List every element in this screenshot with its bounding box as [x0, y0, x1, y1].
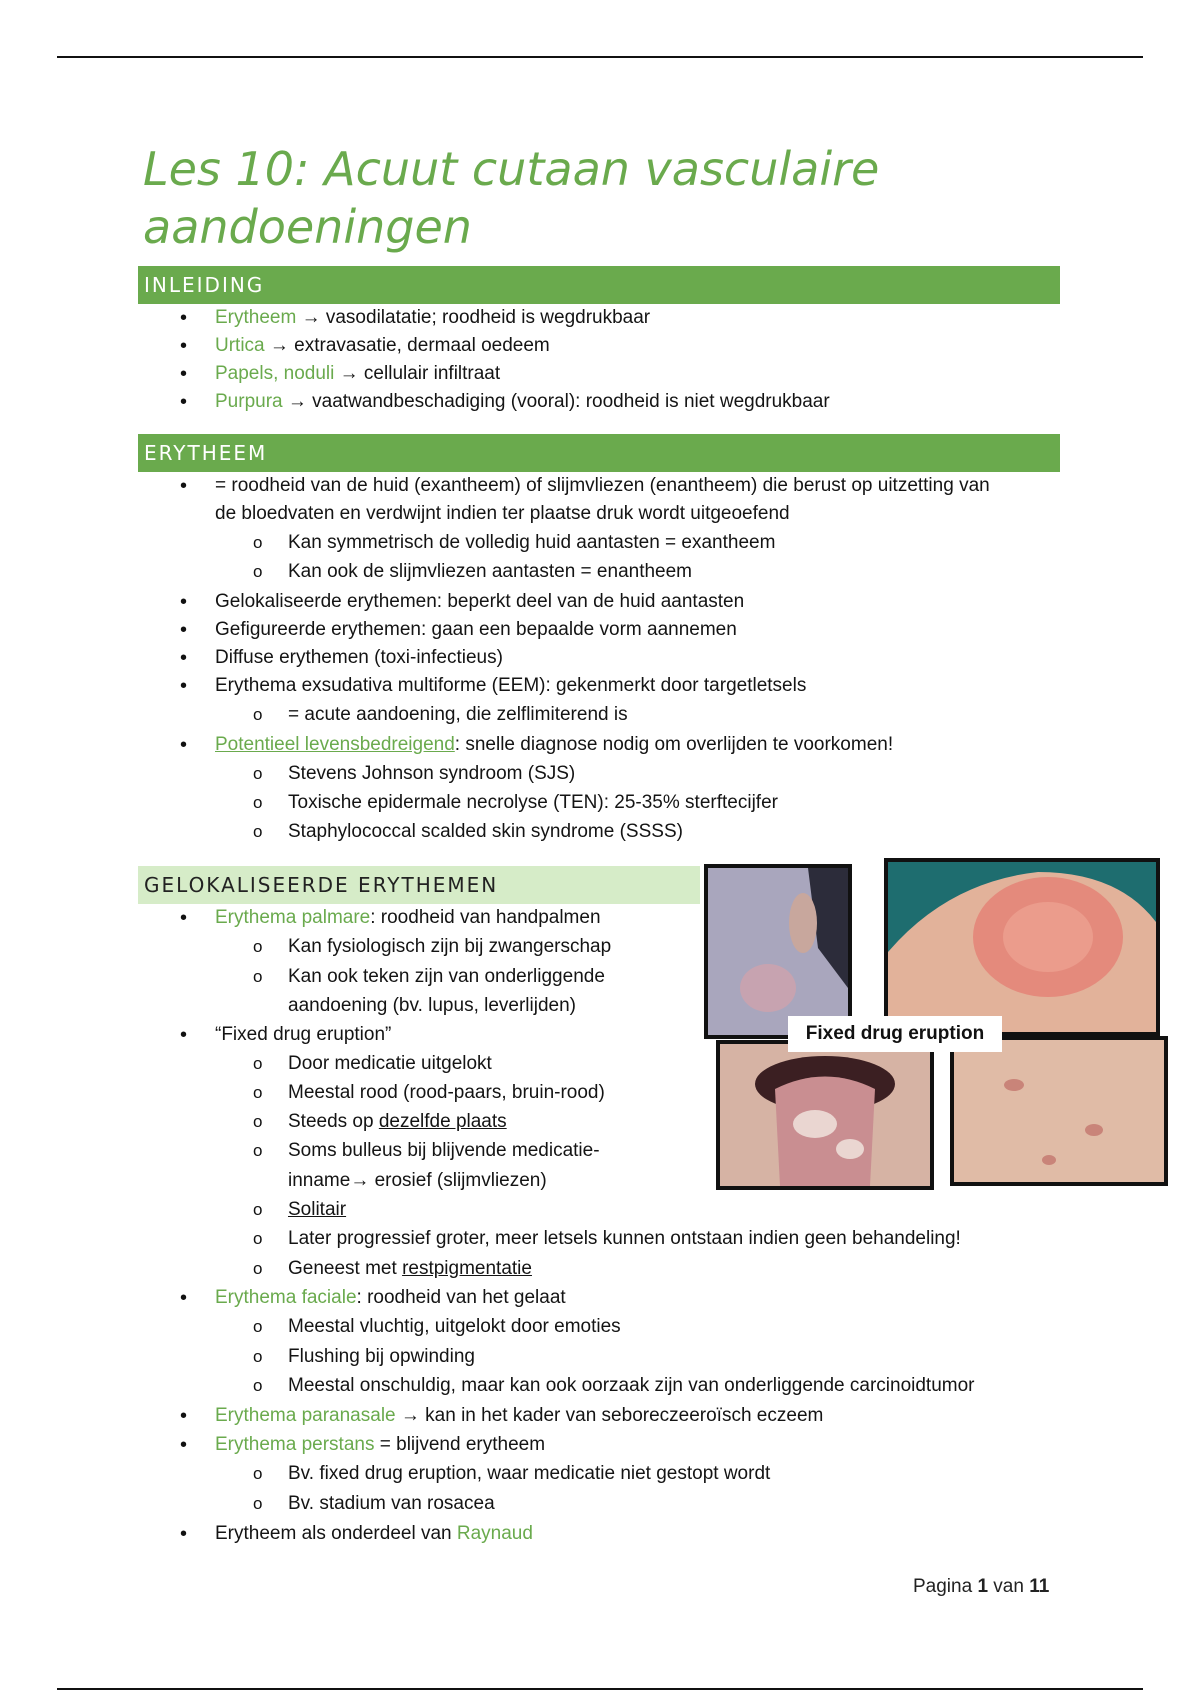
sub-list-item: o Later progressief groter, meer letsels kunnen ontstaan indien geen behandeling!	[288, 1226, 961, 1252]
list-item: • Gelokaliseerde erythemen: beperkt deel van de huid aantasten	[215, 589, 744, 615]
page-number: Pagina 1 van 11	[913, 1576, 1050, 1597]
sub-list-item: o Geneest met restpigmentatie	[288, 1256, 532, 1282]
page-title: Les 10: Acuut cutaan vasculaire aandoeningen	[143, 142, 880, 254]
sub-list-item: o Soms bulleus bij blijvende medicatie-	[288, 1138, 600, 1164]
tongue-illustration	[720, 1044, 930, 1186]
list-item-continuation: de bloedvaten en verdwijnt indien ter plaatse druk wordt uitgeoefend	[215, 503, 790, 524]
sub-list-item: o Meestal onschuldig, maar kan ook oorzaak zijn van onderliggende carcinoidtumor	[288, 1373, 975, 1399]
list-item: • “Fixed drug eruption”	[215, 1022, 391, 1048]
list-item: • = roodheid van de huid (exantheem) of slijmvliezen (enantheem) die berust op uitzetting van	[215, 473, 990, 499]
image-caption: Fixed drug eruption	[788, 1016, 1002, 1052]
list-item: • Urtica → extravasatie, dermaal oedeem	[215, 333, 550, 359]
header-rule	[57, 56, 1143, 58]
sub-list-item-continuation: aandoening (bv. lupus, leverlijden)	[288, 995, 576, 1016]
list-item: • Diffuse erythemen (toxi-infectieus)	[215, 645, 503, 671]
sub-list-item: o Meestal vluchtig, uitgelokt door emoties	[288, 1314, 621, 1340]
footer-rule	[57, 1688, 1143, 1690]
trunk-illustration	[954, 1040, 1164, 1182]
list-item: • Erythema palmare: roodheid van handpalmen	[215, 905, 601, 931]
sub-list-item: o = acute aandoening, die zelflimiterend is	[288, 702, 628, 728]
photo-shoulder-erythema	[884, 858, 1160, 1036]
section-heading-inleiding: INLEIDING	[138, 266, 1060, 304]
sub-list-item: o Kan symmetrisch de volledig huid aantasten = exantheem	[288, 530, 775, 556]
potentieel-link[interactable]: Potentieel levensbedreigend	[215, 734, 455, 755]
section-heading-erytheem: ERYTHEEM	[138, 434, 1060, 472]
photo-tongue-erosion	[716, 1040, 934, 1190]
list-item: • Erythema exsudativa multiforme (EEM): gekenmerkt door targetletsels	[215, 673, 806, 699]
sub-list-item: o Kan fysiologisch zijn bij zwangerschap	[288, 934, 611, 960]
list-item: • Erythema perstans = blijvend erytheem	[215, 1432, 545, 1458]
sub-list-item: o Stevens Johnson syndroom (SJS)	[288, 761, 575, 787]
sub-list-item: o Staphylococcal scalded skin syndrome (SSSS)	[288, 819, 683, 845]
sub-list-item: o Kan ook teken zijn van onderliggende	[288, 964, 605, 990]
list-item: • Potentieel levensbedreigend: snelle diagnose nodig om overlijden te voorkomen!	[215, 732, 893, 758]
section-heading-gelokaliseerd: GELOKALISEERDE ERYTHEMEN	[138, 866, 700, 904]
list-item: • Erythema paranasale → kan in het kader van seboreczeeroïsch eczeem	[215, 1403, 823, 1429]
sub-list-item: o Toxische epidermale necrolyse (TEN): 25-35% sterftecijfer	[288, 790, 778, 816]
list-item: • Erythema faciale: roodheid van het gelaat	[215, 1285, 566, 1311]
list-item: • Gefigureerde erythemen: gaan een bepaalde vorm aannemen	[215, 617, 737, 643]
sub-list-item: o Meestal rood (rood-paars, bruin-rood)	[288, 1080, 605, 1106]
list-item: • Erytheem als onderdeel van Raynaud	[215, 1521, 533, 1547]
sub-list-item: o Kan ook de slijmvliezen aantasten = enantheem	[288, 559, 692, 585]
list-item: • Purpura → vaatwandbeschadiging (vooral): roodheid is niet wegdrukbaar	[215, 389, 830, 415]
sub-list-item: o Bv. stadium van rosacea	[288, 1491, 495, 1517]
sub-list-item: o Bv. fixed drug eruption, waar medicatie niet gestopt wordt	[288, 1461, 770, 1487]
sub-list-item: o Solitair	[288, 1197, 346, 1223]
list-item: • Erytheem → vasodilatatie; roodheid is wegdrukbaar	[215, 305, 650, 331]
hand-illustration	[708, 868, 848, 1035]
photo-trunk-lesions	[950, 1036, 1168, 1186]
sub-list-item: o Steeds op dezelfde plaats	[288, 1109, 507, 1135]
sub-list-item: o Door medicatie uitgelokt	[288, 1051, 492, 1077]
shoulder-illustration	[888, 862, 1156, 1032]
sub-list-item-continuation: inname→ erosief (slijmvliezen)	[288, 1170, 547, 1191]
sub-list-item: o Flushing bij opwinding	[288, 1344, 475, 1370]
list-item: • Papels, noduli → cellulair infiltraat	[215, 361, 500, 387]
photo-hand-erythema	[704, 864, 852, 1039]
